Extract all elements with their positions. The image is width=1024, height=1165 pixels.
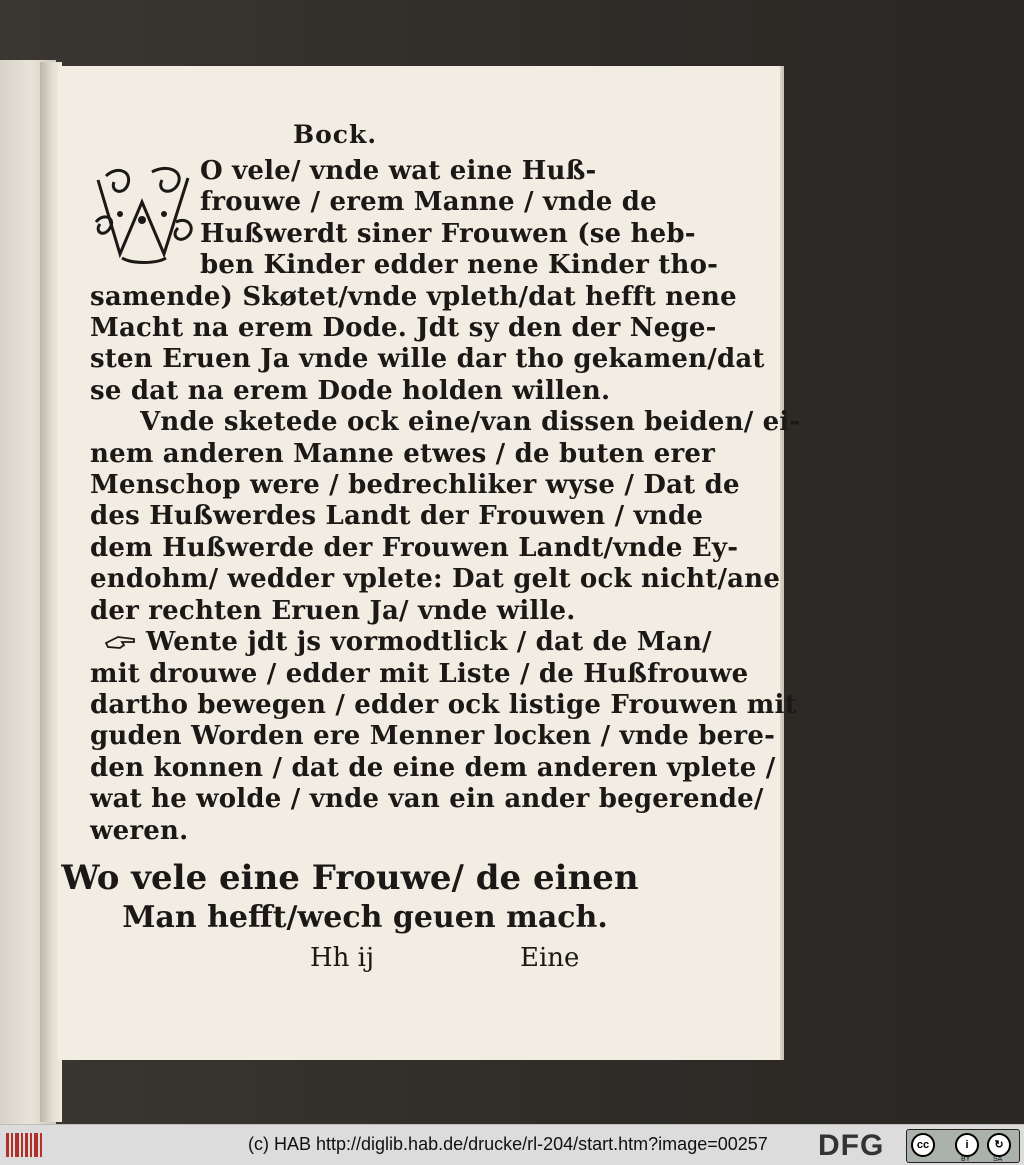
cc-license-badge[interactable] [906,1129,1020,1163]
pointing-hand-icon [104,633,138,653]
attribution-link[interactable]: (c) HAB http://diglib.hab.de/drucke/rl-204/start.htm?image=00257 [248,1134,768,1154]
section-heading-line-2: Man hefft/wech geuen mach. [122,899,608,935]
text-line: nem anderen Manne etwes / de buten erer [90,438,716,469]
attribution-bar [0,1124,1024,1165]
cc-logo-icon: cc [911,1133,935,1157]
text-line: Vnde sketede ock eine/van dissen beiden/ ei- [140,407,801,438]
book-page [58,66,801,1060]
ornamental-initial-w-icon [92,162,196,266]
attribution-icon: i [955,1133,979,1157]
text-line: endohm/ wedder vplete: Dat gelt ock nicht/ane [90,564,781,595]
text-line: Hußwerdt siner Frouwen (se heb- [200,218,696,249]
section-heading-line-1: Wo vele eine Frouwe/ de einen [61,857,639,898]
page-footer [90,941,650,975]
text-line: Macht na erem Dode. Jdt sy den der Nege- [90,313,717,344]
text-line: den konnen / dat de eine dem anderen vplete / [90,752,776,783]
license-label-by: BY [961,1156,971,1163]
library-barcode-icon [6,1131,46,1159]
signature-mark: Hh ij [310,942,375,973]
text-line: mit drouwe / edder mit Liste / de Hußfrouwe [90,658,749,689]
text-line [90,627,712,658]
text-line: se dat na erem Dode holden willen. [90,375,611,406]
text-line-content: Wente jdt js vormodtlick / dat de Man/ [146,627,712,658]
text-line: dartho bewegen / edder ock listige Frouwen mit [90,689,797,720]
page-text-block [61,118,801,975]
paragraph-2 [90,407,801,627]
catchword: Eine [520,942,580,973]
license-label-sa: SA [993,1156,1003,1163]
text-line: guden Worden ere Menner locken / vnde bere- [90,721,776,752]
text-line: dem Hußwerde der Frouwen Landt/vnde Ey- [90,532,739,563]
text-line: wat he wolde / vnde van ein ander begerende/ [90,784,764,815]
paragraph-3 [90,627,797,847]
dfg-logo: DFG [818,1129,885,1162]
text-line: des Hußwerdes Landt der Frouwen / vnde [90,501,704,532]
text-line: weren. [90,815,189,846]
text-line: samende) Skøtet/vnde vpleth/dat hefft nene [90,281,737,312]
text-line: der rechten Eruen Ja/ vnde wille. [90,595,576,626]
running-head: Bock. [292,120,378,149]
share-alike-icon: ↻ [987,1133,1011,1157]
text-line: sten Eruen Ja vnde wille dar tho gekamen/dat [90,344,765,375]
text-line: frouwe / erem Manne / vnde de [200,187,657,218]
text-line: Menschop were / bedrechliker wyse / Dat de [90,470,740,501]
text-line: ben Kinder edder nene Kinder tho- [200,250,719,281]
text-line: O vele/ vnde wat eine Huß- [200,156,597,186]
